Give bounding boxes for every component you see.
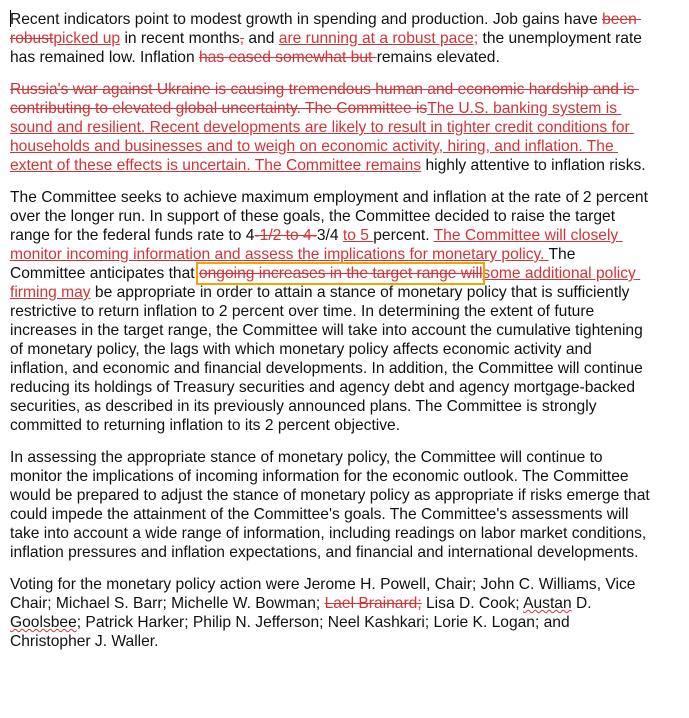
text-run: 3/4 [316,227,343,244]
text-run: remains elevated. [376,49,500,66]
text-run: and [244,30,279,47]
text-run: Recent indicators point to modest growth in spending and production. Job gains have [10,11,603,28]
document-body[interactable] [10,10,655,664]
deleted-text: has eased somewhat but [198,49,377,66]
text-run: In assessing the appropriate stance of monetary policy, the Committee will continue to monitor the implications of incoming information for the economic outlook. The Committee would be prepared to adjust the stance of monetary policy as appropriate if risks emerge that could impede the attainment of the Committee's goals. The Committee's assessments will take into account a wide range of information, including readings on labor market conditions, inflation pressures and inflation expectations, and financial and international developments. [10,449,655,561]
text-run: Voting for the monetary policy action were Jerome H. Powell, Chair; John C. Williams, Vice Chair; Michael S. Barr; Michelle W. Bowman; [10,576,640,612]
spellcheck-flagged-word[interactable]: Austan [523,595,572,612]
paragraph-economic-indicators[interactable] [10,10,650,67]
deleted-text: been robust [10,11,642,47]
deleted-text: , [239,30,245,47]
deleted-text: Russia's war against Ukraine is causing tremendous human and economic hardship and is contributing to elevated global uncertainty. The Committee is [10,81,639,117]
text-run: the unemployment rate has remained low. Inflation [10,30,647,66]
text-run: highly attentive to inflation risks. [421,157,646,174]
inserted-text: some additional policy firming may [10,265,641,301]
spellcheck-flagged-word[interactable]: Goolsbee [10,614,77,631]
paragraph-policy-decision[interactable] [10,188,653,435]
text-run: D. [571,595,596,612]
paragraph-stance-assessment[interactable] [10,448,655,562]
text-run: ; Patrick Harker; Philip N. Jefferson; Neel Kashkari; Lorie K. Logan; and Christopher J. Waller. [10,614,574,650]
deleted-text: -1/2 to 4- [254,227,317,244]
text-run: Lisa D. Cook; [421,595,524,612]
text-run: be appropriate in order to attain a stance of monetary policy that is sufficiently restrictive to return inflation to 2 percent over time. In determining the extent of future increases in the target range, the Committee will take into account the cumulative tightening of monetary policy, the lags with which monetary policy affects economic activity and inflation, and economic and financial developments. In addition, the Committee will continue reducing its holdings of Treasury securities and agency debt and agency mortgage-backed securities, as described in its previously announced plans. The Committee is strongly committed to returning inflation to its 2 percent objective. [10,284,648,434]
text-run: The Committee seeks to achieve maximum employment and inflation at the rate of 2 percent over the longer run. In support of these goals, the Committee decided to raise the target range for the federal funds rate to 4 [10,189,653,244]
inserted-text: The U.S. banking system is sound and resilient. Recent developments are likely to result in tighter credit conditions for households and businesses and to weigh on economic activity, hiring, and inflation. The extent of these effects is uncertain. The Committee remains [10,100,635,174]
inserted-text: picked up [53,30,121,47]
text-run: percent. [373,227,434,244]
inserted-text: to 5 [342,227,374,244]
inserted-text: The Committee will closely monitor incoming information and assess the implications for monetary policy. [10,227,623,263]
text-run: The Committee anticipates that [10,246,580,282]
text-run: in recent months [120,30,240,47]
paragraph-banking-system[interactable] [10,80,650,175]
inserted-text: are running at a robust pace; [278,30,479,47]
deleted-text: Lael Brainard; [324,595,422,612]
highlighted-deleted-text[interactable]: ongoing increases in the target range will [198,265,483,282]
paragraph-voting-members[interactable] [10,575,650,651]
